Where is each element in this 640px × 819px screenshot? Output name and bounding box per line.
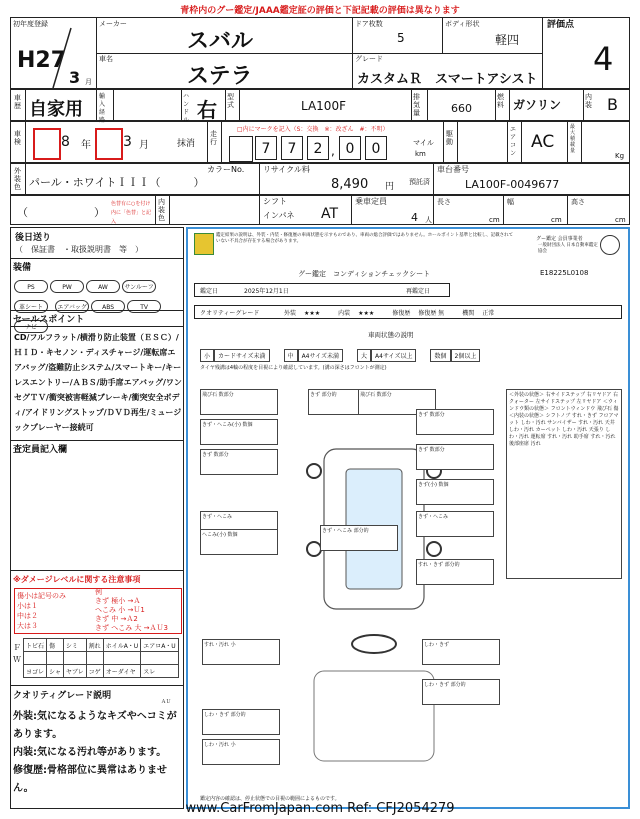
re-date-label: 再鑑定日 (406, 288, 431, 295)
import-label: 輸入経路 (99, 93, 106, 124)
equip-sunroof: サンルーフ (122, 280, 156, 293)
fw-h3: 割れ (86, 639, 103, 652)
damage-left (17, 591, 66, 631)
damage-label: へこみ(小) 数個 (200, 529, 278, 555)
inspection-month: 3 (123, 134, 132, 150)
damage-label: きず 数部分 (416, 444, 494, 470)
grade-value: カスタムＲ スマートアシスト (357, 72, 538, 87)
quality-repair: 修復歴:骨格部位に異常はありません。 (13, 765, 167, 794)
equip-leather: 革シート (14, 300, 48, 313)
mileage-unit-km: km (415, 150, 426, 158)
interior-label: 内装 (585, 93, 592, 109)
quality-title: クオリティグレード説明 (13, 691, 112, 701)
date-label: 鑑定日 (200, 288, 219, 295)
load-unit: Kg (615, 152, 625, 160)
damage-label: しわ・きず 部分的 (202, 709, 280, 735)
length-label: 長さ (437, 198, 451, 206)
damage-label: きず・へこみ (416, 511, 494, 537)
score-label: 評価点 (547, 20, 575, 30)
fw-h4: ホイルA・U (103, 639, 141, 652)
length-unit: cm (489, 216, 500, 224)
fw-label: Ｆ Ｗ (13, 643, 21, 664)
inspection-status: 抹消 (177, 139, 196, 149)
damage-r1: きず 極小 →Ａ (95, 597, 141, 605)
damage-label: きず 数部分 (416, 409, 494, 435)
damage-l1: 小は１ (17, 602, 38, 610)
year-month-unit: 月 (85, 78, 92, 86)
odometer-digit: 7 (255, 136, 277, 160)
car-name-cell (97, 53, 353, 88)
size-key: 数個 (430, 349, 450, 362)
header-note: 青枠内のグー鑑定/JAAA鑑定証の評価と下記記載の評価は異なります (180, 6, 460, 16)
doors-value: 5 (397, 31, 405, 45)
interior-color-label: 内装色 (158, 198, 165, 222)
size-legend (200, 349, 494, 362)
damage-l0: 傷小は記号のみ (17, 592, 66, 600)
odometer (255, 136, 411, 160)
car-name-label: 車名 (99, 55, 113, 63)
equip-aw: AW (86, 280, 120, 293)
damage-label: 飛び石 数部分 (358, 389, 436, 415)
quality-interior: 内装:気になる汚れ等があります。 (13, 747, 167, 758)
cert-logo (194, 233, 214, 255)
equip-grid (13, 274, 185, 334)
body-label: ボディ形状 (445, 20, 480, 28)
maker-label: メーカー (99, 20, 127, 28)
model-label: 型式 (227, 93, 234, 109)
capacity-value: 4 (411, 211, 418, 224)
cert-right-title: グー鑑定 会員事業者 (536, 236, 583, 242)
jaaa-logo (600, 235, 620, 255)
fw-h5: エアロA・U (141, 639, 179, 652)
odometer-digit: 2 (307, 136, 329, 160)
year-era: H27 (17, 48, 67, 73)
capacity-unit: 人 (425, 216, 432, 224)
odometer-digit: 7 (281, 136, 303, 160)
body-cell (443, 18, 543, 53)
model-value: LA100F (301, 99, 346, 113)
points-title: セールスポイント (13, 315, 85, 325)
disp-label: 排気量 (413, 93, 420, 117)
row-inspection (10, 121, 630, 163)
size-desc: A4サイズ以上 (371, 349, 416, 362)
damage-label: きず(小) 数個 (416, 479, 494, 505)
color-change-note: 色替有に○を付け内に「色替」と記入 (111, 201, 152, 225)
points-text: CD/フルフラット/横滑り防止装置（ＥＳＣ）/ＨＩＤ・キセノン・ディスチャージ/運転席エアバッグ/盗難防止システム/スマートキー/キーレスエントリー/ＡＢＳ/助手席エアバッグ/ワンセグＴＶ/衝突被害軽減ブレーキ/衝突安全ボディ/アイドリングストップ/ＤＶＤ再生/ミュージックプレーヤー接続可 (14, 333, 182, 432)
odometer-digit: 0 (365, 136, 387, 160)
width-label: 幅 (507, 198, 514, 206)
chassis-value: LA100F-0049677 (465, 178, 560, 191)
left-panel (10, 227, 184, 809)
damage-r4: きず へこみ 大 →ＡＵ3 (95, 624, 168, 632)
damage-l3: 大は３ (17, 622, 38, 630)
year-label: 初年度登録 (13, 20, 48, 28)
maker-value: スバル (187, 29, 254, 54)
score-value: 4 (593, 40, 614, 78)
row-shift (10, 195, 630, 225)
q-item-label: 修復歴 (392, 310, 411, 317)
fw-h1: 傷 (47, 639, 64, 652)
year-month: 3 (69, 68, 81, 87)
size-key: 小 (200, 349, 214, 362)
capacity-label: 乗車定員 (355, 197, 387, 206)
chassis-label: 車台番号 (437, 165, 469, 174)
tire-note: タイヤ残溝は4輪の程度を目視により確認しています。(溝の深さはフロントが測定) (200, 365, 387, 371)
row-top (10, 17, 630, 89)
score-cell (543, 18, 631, 88)
grade-cell (353, 53, 543, 88)
equip-tv: TV (127, 300, 161, 313)
damage-label: きず 数部分 (200, 449, 278, 475)
color-no-label: カラーNo. (207, 165, 245, 174)
fw-v6: スレ (141, 665, 179, 678)
damage-label: きず・へこみ 部分的 (320, 525, 398, 551)
load-label: 最大積載量 (570, 124, 576, 154)
cert-code: E18225L0108 (540, 269, 589, 277)
doors-cell (353, 18, 443, 53)
equip-ps: PS (14, 280, 48, 293)
height-label: 高さ (571, 198, 585, 206)
year-cell (11, 18, 97, 88)
height-unit: cm (615, 216, 626, 224)
handle-value: 右 (197, 98, 217, 122)
damage-label: きず 部分的 (308, 389, 386, 415)
inspection-year-unit: 年 (81, 140, 91, 151)
mileage-label: 走行 (210, 130, 217, 146)
cert-title: グー鑑定 コンディションチェックシート (298, 270, 431, 278)
damage-right (95, 588, 168, 633)
usage-label: 車歴 (14, 94, 21, 110)
equip-title: 装備 (13, 263, 32, 273)
body-value: 軽四 (495, 33, 520, 47)
size-desc: カードサイズ未満 (214, 349, 270, 362)
fw-h2: シミ (63, 639, 86, 652)
shift-pos: インパネ (263, 211, 295, 220)
drive-label: 駆動 (446, 130, 453, 146)
state-title: 車両状態の説明 (368, 331, 414, 339)
certificate-panel (186, 227, 630, 809)
quality-text (13, 708, 183, 798)
fw-v5: オーダイヤ (103, 665, 141, 678)
car-name-value: ステラ (187, 64, 253, 89)
q-item-value: 修復歴 無 (418, 310, 445, 317)
date-value: 2025年12月1日 (244, 288, 289, 295)
fw-h0: トビ石 (24, 639, 47, 652)
q-item-value: 正常 (482, 310, 495, 317)
damage-label: しわ・きず 部分的 (422, 679, 500, 705)
fw-au: ＡＵ (161, 699, 172, 705)
odometer-digit: 0 (339, 136, 361, 160)
damage-l2: 中は２ (17, 612, 38, 620)
q-item-value: ★★★ (304, 310, 321, 317)
damage-label: しわ・汚れ 小 (202, 739, 280, 765)
inspection-label: 車検 (14, 130, 21, 146)
equip-navi: ナビ (14, 320, 48, 333)
exterior-label: 外装色 (14, 167, 21, 191)
damage-label: 飛び石 数部分 (200, 389, 278, 415)
fw-v3: コゲ (86, 665, 103, 678)
q-item-label: 機関 (462, 310, 475, 317)
after-title: 後日送り (15, 233, 52, 243)
cert-footer: 鑑定内容の確認は、停止状態での目視の範囲によるものです。 (200, 796, 340, 802)
fw-v2: ヤブレ (63, 665, 86, 678)
fuel-value: ガソリン (513, 98, 562, 112)
usage-value: 自家用 (29, 99, 83, 120)
inspector-title: 査定員記入欄 (13, 445, 68, 455)
cert-header-text: 鑑定結果の説明は、外装・内装・修復歴の車両状態を示すものであり、車両の総合評価ではありません。ホールポイント基準と比較し、記載されていない不具合が存在する場合があります。 (216, 233, 514, 244)
fw-table (23, 638, 179, 678)
recycle-unit: 円 (385, 182, 395, 192)
fuel-label: 燃料 (497, 93, 504, 109)
size-desc: 2個以上 (451, 349, 481, 362)
aircon-value: AC (531, 132, 555, 152)
after-items: （ 保証書 ・取扱説明書 等 ） (15, 245, 143, 254)
doors-label: ドア枚数 (355, 20, 383, 28)
fw-v0: ヨゴレ (24, 665, 47, 678)
equip-pw: PW (50, 280, 84, 293)
size-desc: A4サイズ未満 (298, 349, 343, 362)
fw-v1: シャ (47, 665, 64, 678)
recycle-value: 8,490 (331, 177, 369, 192)
damage-label: しわ・きず (422, 639, 500, 665)
disp-value: 660 (451, 102, 472, 115)
damage-r0: 例 (95, 588, 102, 596)
q-item-label: 外装 (284, 310, 297, 317)
aircon-label: エアコン (510, 126, 517, 157)
quality-exterior: 外装:気になるようなキズやヘコミがあります。 (13, 711, 177, 740)
inspection-year: 8 (61, 134, 70, 150)
q-item-label: 内装 (338, 310, 351, 317)
mileage-unit: マイル (413, 139, 434, 147)
damage-label: すれ・汚れ 小 (202, 639, 280, 665)
inspection-month-unit: 月 (139, 140, 149, 151)
damage-r3: きず 中 →Ａ2 (95, 615, 138, 623)
cert-right-sub: 一般財団法人 日本自動車鑑定協会 (538, 243, 598, 254)
row-exterior (10, 163, 630, 195)
interior-value: B (607, 95, 618, 114)
quality-row (284, 308, 512, 317)
q-item-value: ★★★ (358, 310, 375, 317)
watermark: www.CarFromJapan.com Ref: CFJ2054279 (185, 801, 455, 816)
mileage-note: □内にマークを記入（S：交換 ※：改ざん #：不明） (237, 126, 389, 133)
damage-r2: へこみ 小 →Ｕ1 (95, 606, 145, 614)
recycle-label: リサイクル料 (263, 165, 310, 174)
damage-label: すれ・きず 部分的 (416, 559, 494, 585)
maker-cell (97, 18, 353, 53)
width-unit: cm (551, 216, 562, 224)
handle-label: ハンドル (183, 93, 190, 124)
damage-label: きず・へこみ (200, 511, 278, 537)
damage-title: ※ダメージレベルに関する注意事項 (13, 575, 141, 584)
recycle-state: 預託済 (409, 178, 430, 186)
row-usage (10, 89, 630, 124)
exterior-value: パール・ホワイトＩＩＩ（ ） (29, 176, 205, 189)
damage-label: きず・へこみ(小) 数個 (200, 419, 278, 445)
q-label: クオリティーグレード (200, 310, 260, 317)
paren-blank: （ ） (17, 206, 105, 219)
odometer-sep: , (331, 144, 335, 158)
side-text: ＜外装の状態＞ 右サイドステップ 右リヤドア 右クォーター 左サイドステップ 左リヤドア ＜ウィンドウ類の状態＞ フロントウィンドウ 飛び石 傷 ＜内装の状態＞ シフトノブ すれ・きず フロアマット しわ・汚れ サンバイザー すれ・汚れ 天井 しわ・汚れ カーペット しわ・汚れ 天張り しわ・汚れ 運転席 すれ・汚れ 助手席 すれ・汚れ 後部座席 汚れ (506, 389, 622, 579)
shift-value: AT (321, 206, 339, 222)
equip-abs: ABS (91, 300, 125, 313)
grade-label: グレード (355, 55, 383, 63)
size-key: 大 (357, 349, 371, 362)
size-key: 中 (284, 349, 298, 362)
equip-airbag: エアバッグ (55, 300, 89, 313)
shift-label: シフト (263, 197, 287, 206)
